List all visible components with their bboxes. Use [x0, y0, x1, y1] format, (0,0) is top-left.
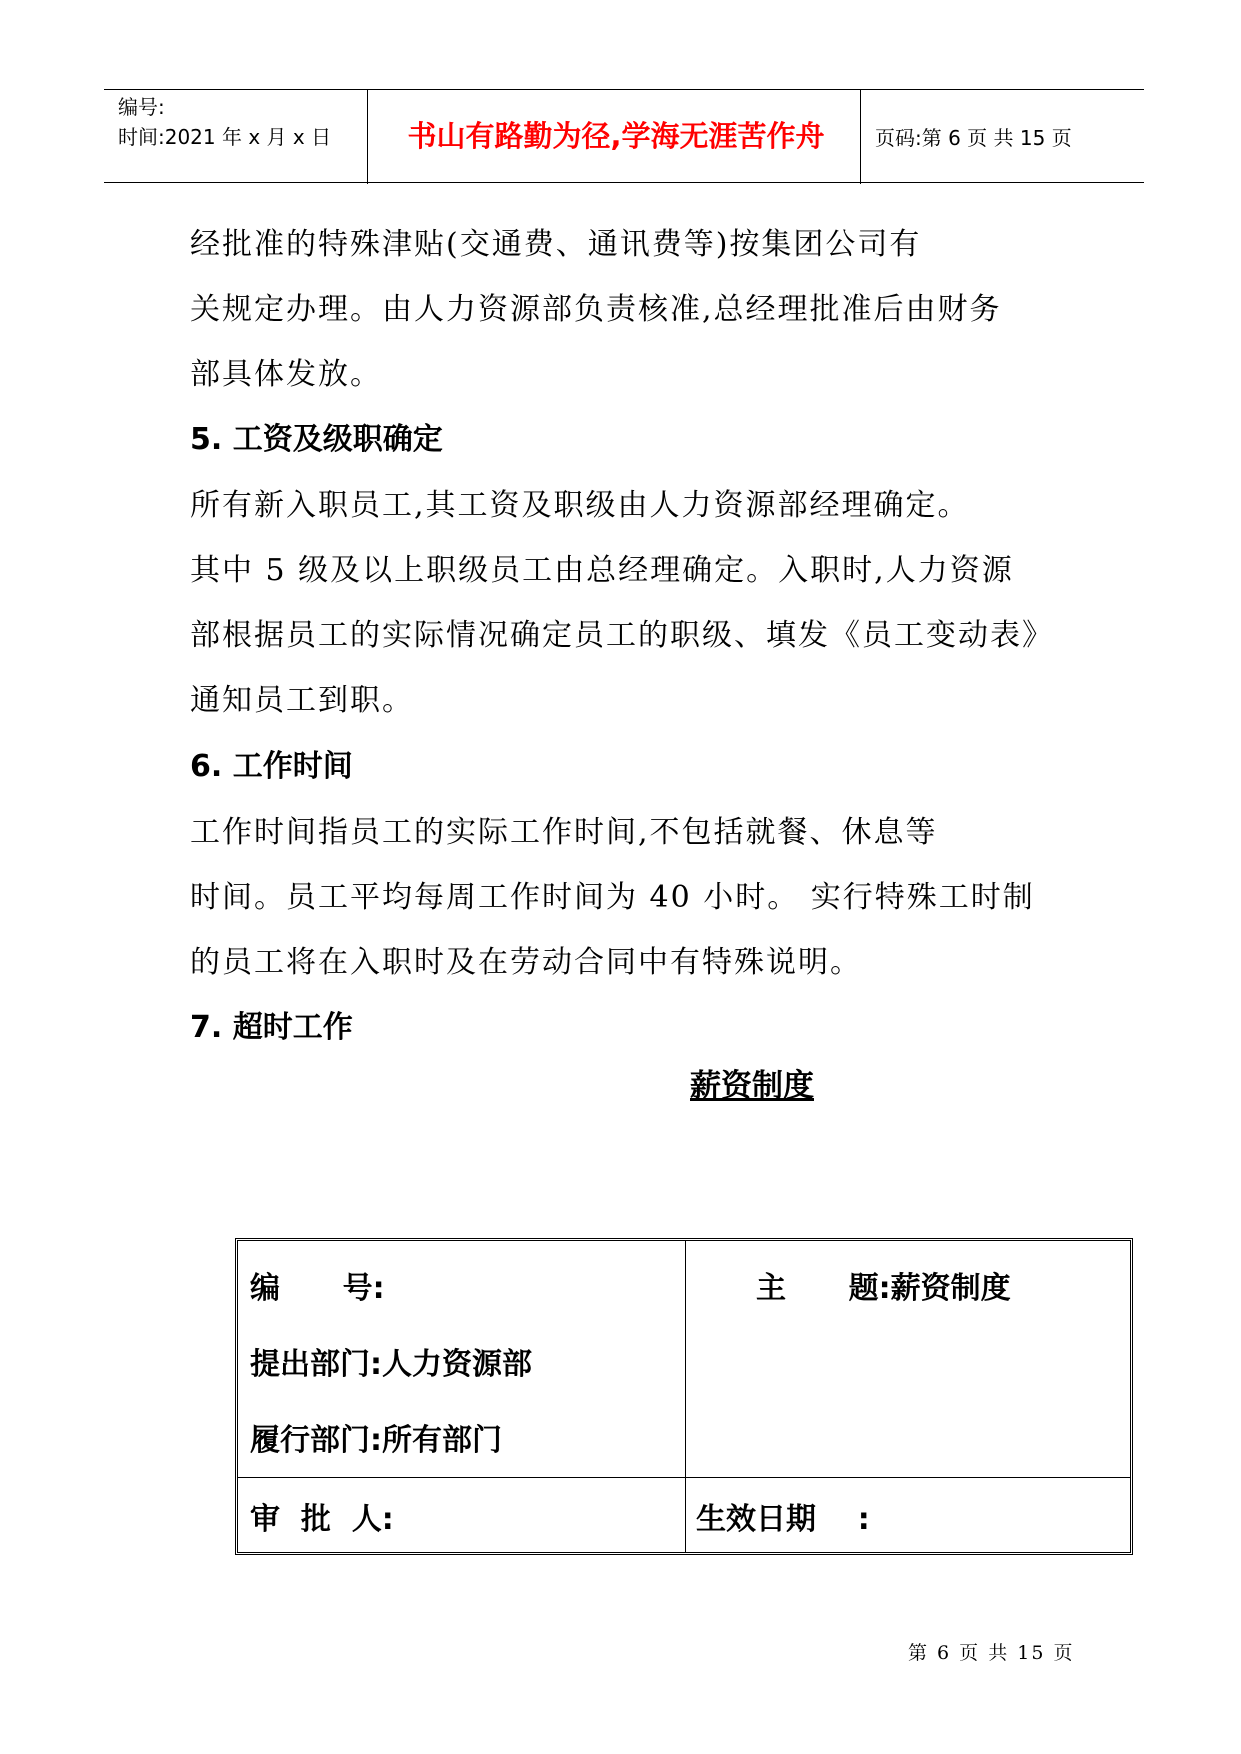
page-footer: 第 6 页 共 15 页 — [908, 1642, 1075, 1664]
meta-executing-dept: 履行部门:所有部门 — [250, 1423, 502, 1458]
section-heading-5: 5. 工资及级职确定 — [190, 422, 443, 457]
paragraph-line: 其中 5 级及以上职级员工由总经理确定。入职时,人力资源 — [190, 553, 1014, 588]
header-page-info: 页码:第 6 页 共 15 页 — [875, 126, 1072, 150]
meta-subject: 主 题:薪资制度 — [756, 1271, 1011, 1306]
header-time-label: 时间:2021 年 x 月 x 日 — [118, 125, 332, 149]
meta-approver: 审 批 人: — [250, 1502, 394, 1537]
header-left — [118, 92, 331, 152]
paragraph-line: 部具体发放。 — [190, 357, 382, 392]
document-meta-table — [235, 1238, 1133, 1555]
paragraph-line: 时间。员工平均每周工作时间为 40 小时。 实行特殊工时制 — [190, 880, 1035, 915]
table-row-divider — [238, 1477, 1130, 1478]
paragraph-line: 所有新入职员工,其工资及职级由人力资源部经理确定。 — [190, 488, 970, 523]
header-top-rule — [104, 89, 1144, 90]
document-title: 薪资制度 — [690, 1068, 814, 1104]
header-motto: 书山有路勤为径,学海无涯苦作舟 — [407, 119, 825, 153]
paragraph-line: 的员工将在入职时及在劳动合同中有特殊说明。 — [190, 945, 862, 980]
paragraph-line: 关规定办理。由人力资源部负责核准,总经理批准后由财务 — [190, 292, 1002, 327]
paragraph-line: 经批准的特殊津贴(交通费、通讯费等)按集团公司有 — [190, 227, 922, 262]
header-divider-right — [860, 90, 861, 184]
header-divider-left — [367, 90, 368, 184]
header-bottom-rule — [104, 182, 1144, 183]
meta-effective-date: 生效日期 : — [696, 1502, 870, 1537]
meta-proposing-dept: 提出部门:人力资源部 — [250, 1347, 532, 1382]
header-number-label: 编号: — [118, 95, 165, 119]
paragraph-line: 部根据员工的实际情况确定员工的职级、填发《员工变动表》 — [190, 618, 1054, 653]
section-heading-6: 6. 工作时间 — [190, 749, 353, 784]
section-heading-7: 7. 超时工作 — [190, 1010, 353, 1045]
paragraph-line: 通知员工到职。 — [190, 683, 414, 718]
paragraph-line: 工作时间指员工的实际工作时间,不包括就餐、休息等 — [190, 815, 938, 850]
paragraph-special-allowance — [190, 212, 1002, 407]
meta-number: 编 号: — [250, 1271, 385, 1306]
table-column-divider — [685, 1241, 686, 1552]
paragraph-working-hours — [190, 800, 1035, 995]
paragraph-salary-grade — [190, 473, 1054, 733]
